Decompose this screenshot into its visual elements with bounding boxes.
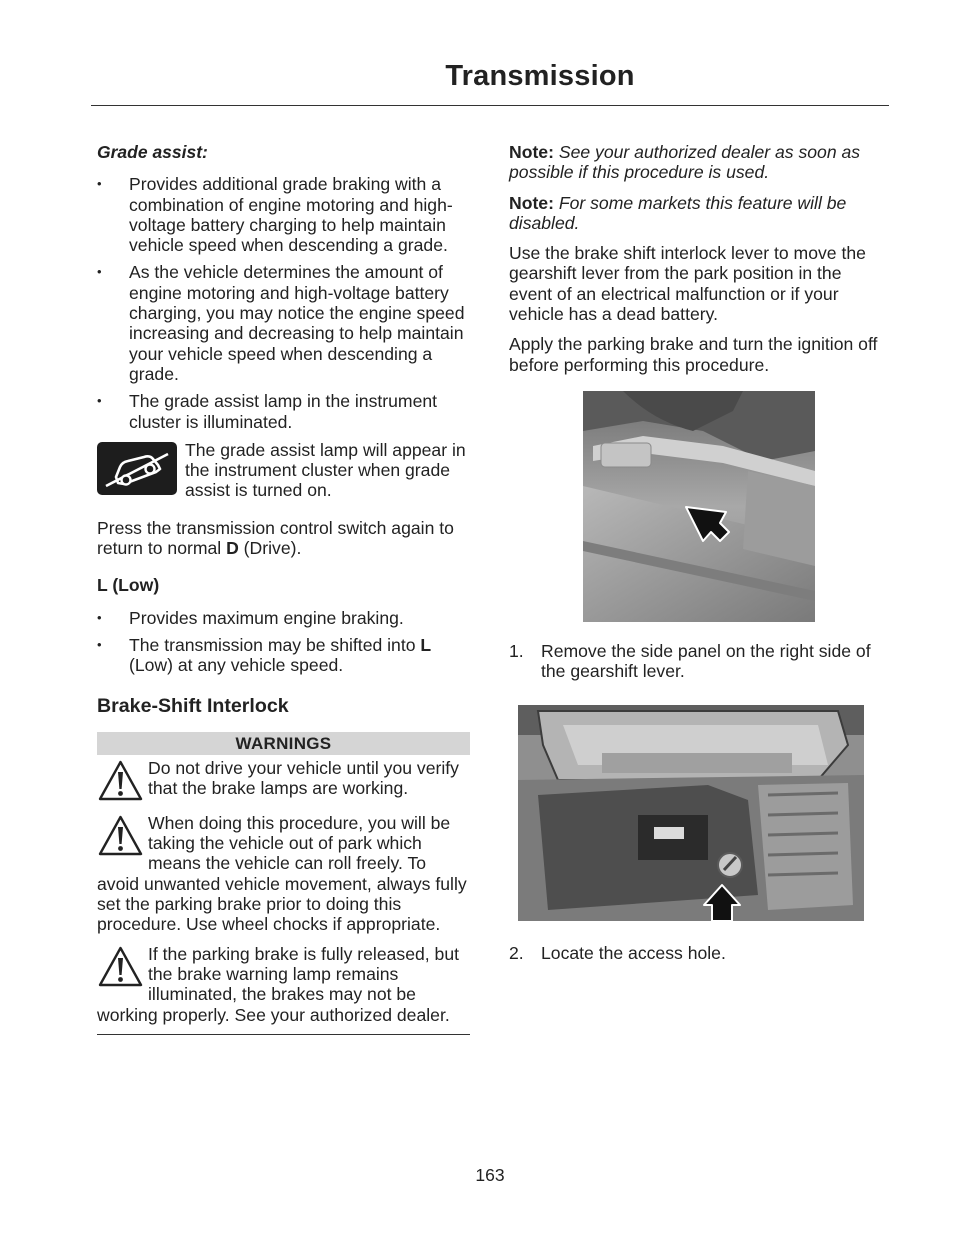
low-heading: L (Low)	[97, 575, 160, 596]
note-text: See your authorized dealer as soon as possible if this procedure is used.	[509, 142, 861, 183]
warning-text: When doing this procedure, you will be taking the vehicle out of park which means the vehicle can roll freely. To avoid unwanted vehicle movement, always fully set the parking brake prior to doing this procedure. Use wheel chocks if appropriate.	[97, 812, 467, 935]
warnings-end-rule	[97, 1034, 470, 1035]
right-column	[509, 142, 882, 970]
note-label: Note:	[509, 142, 554, 162]
list-item: • As the vehicle determines the amount of engine motoring and high-voltage battery charging, you may notice the engine speed increasing and decreasing to help maintain your vehicle speed when descending a grade.	[97, 262, 470, 384]
note-text: For some markets this feature will be disabled.	[509, 192, 847, 233]
note-dealer	[509, 142, 882, 183]
page-title: Transmission	[445, 60, 635, 92]
drive-letter: D	[226, 538, 239, 559]
low-list	[97, 608, 470, 676]
grade-assist-heading: Grade assist:	[97, 142, 208, 162]
warning-item	[97, 758, 470, 804]
note-markets	[509, 193, 882, 234]
list-item: • The grade assist lamp in the instrument cluster is illuminated.	[97, 391, 470, 432]
gearshift-side-panel-photo	[583, 391, 815, 622]
low-bullet-text-end: (Low) at any vehicle speed.	[129, 655, 344, 676]
warnings-header: WARNINGS	[97, 732, 470, 755]
grade-assist-lamp-icon	[97, 442, 177, 495]
list-item	[97, 635, 470, 676]
steps-list-2	[509, 943, 882, 963]
title-rule	[91, 105, 889, 106]
grade-assist-list	[97, 174, 470, 432]
step-item	[509, 641, 882, 682]
steps-list-1	[509, 641, 882, 682]
step-text: Remove the side panel on the right side of the gearshift lever.	[541, 640, 871, 682]
list-item: • Provides maximum engine braking.	[97, 608, 470, 628]
warning-triangle-icon	[97, 944, 144, 990]
list-item: • Provides additional grade braking with a combination of engine motoring and high-voltage battery charging to help maintain vehicle speed when descending a grade.	[97, 174, 470, 255]
parking-brake-paragraph: Apply the parking brake and turn the ignition off before performing this procedure.	[509, 334, 878, 375]
warning-item	[97, 944, 470, 1025]
page-number: 163	[475, 1165, 505, 1185]
warning-triangle-icon	[97, 813, 144, 859]
press-text: Press the transmission control switch again to return to normal	[97, 517, 454, 559]
press-switch-paragraph	[97, 518, 470, 559]
interlock-paragraph: Use the brake shift interlock lever to move the gearshift lever from the park position in the event of an electrical malfunction or if your vehicle has a dead battery.	[509, 243, 866, 325]
step-item	[509, 943, 882, 963]
brake-shift-interlock-heading: Brake-Shift Interlock	[97, 694, 289, 717]
warning-item	[97, 813, 470, 935]
warning-triangle-icon	[97, 758, 144, 804]
access-hole-photo	[518, 705, 864, 921]
note-label: Note:	[509, 192, 554, 213]
warning-text: Do not drive your vehicle until you verify that the brake lamps are working.	[148, 757, 459, 799]
left-column	[97, 142, 470, 1035]
press-text-end: (Drive).	[238, 538, 302, 559]
warning-text: If the parking brake is fully released, but the brake warning lamp remains illuminated, the brakes may not be working properly. See your authorized dealer.	[97, 943, 459, 1025]
step-number: 1.	[509, 640, 524, 661]
step-number: 2.	[509, 942, 524, 963]
step-text: Locate the access hole.	[541, 942, 726, 963]
grade-assist-lamp-row	[97, 439, 470, 501]
grade-assist-lamp-text: The grade assist lamp will appear in the instrument cluster when grade assist is turned on.	[185, 439, 466, 501]
low-bullet-text: The transmission may be shifted into	[129, 634, 421, 655]
low-letter: L	[420, 634, 432, 655]
